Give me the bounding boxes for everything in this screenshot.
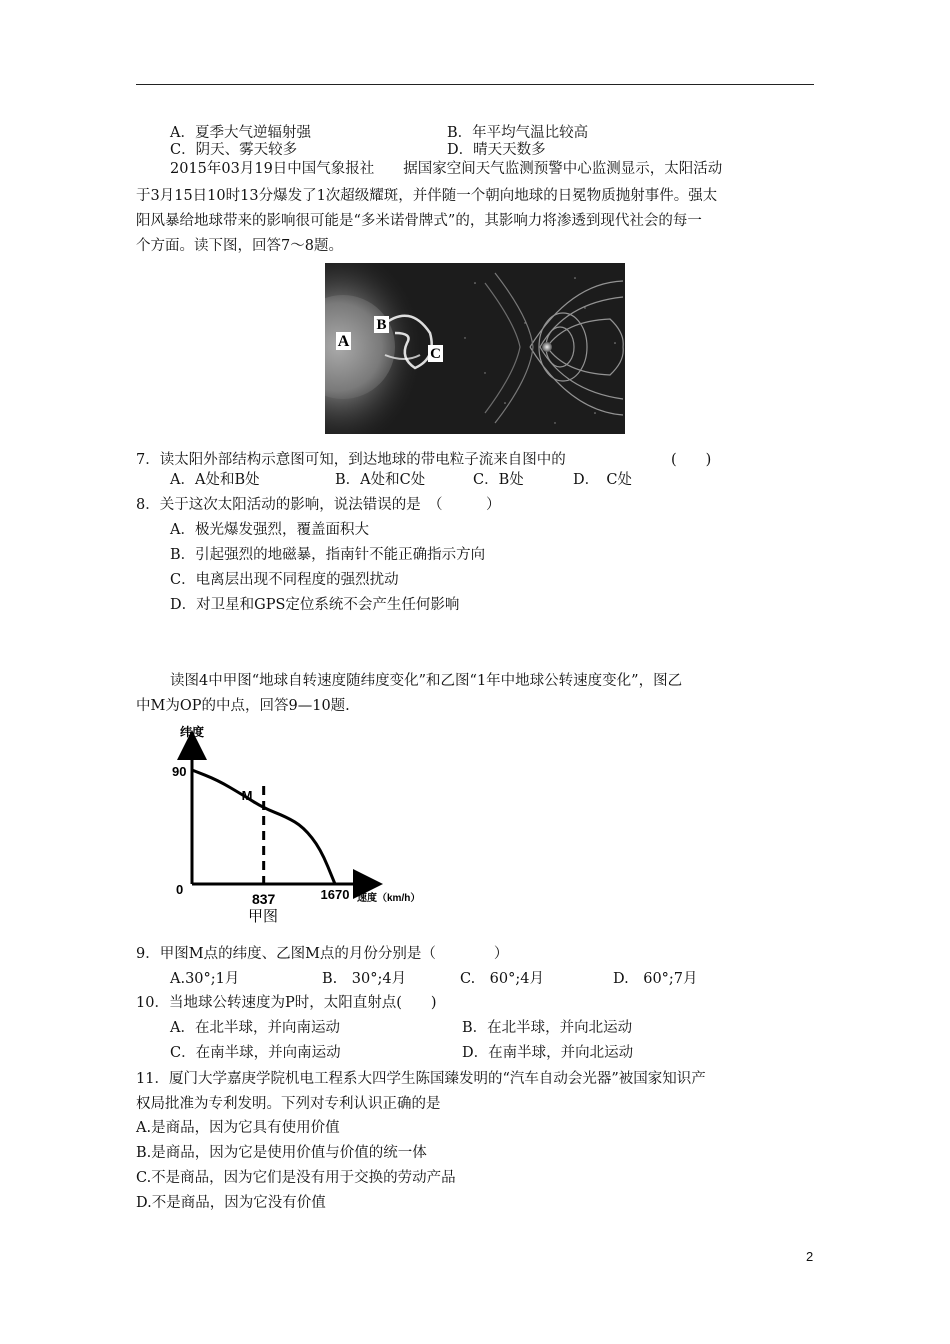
figure-label-c: C [430, 346, 441, 362]
x-tick-1670: 1670 [320, 887, 350, 902]
y-axis-label: 纬度 [180, 725, 205, 739]
figure-label-a: A [337, 333, 350, 350]
q11-stem-line1: 11．厦门大学嘉庚学院机电工程系大四学生陈国臻发明的“汽车自动会光器”被国家知识产 [136, 1071, 706, 1087]
q6-option-b: B．年平均气温比较高 [447, 125, 589, 141]
q9-option-c: C. 60°;4月 [460, 971, 544, 987]
passage1-line3: 阳风暴给地球带来的影响很可能是“多米诺骨牌式”的，其影响力将渗透到现代社会的每一 [136, 213, 702, 229]
q8-option-c: C．电离层出现不同程度的强烈扰动 [170, 572, 399, 588]
point-m-label: M [241, 788, 253, 803]
q10-stem: 10．当地球公转速度为P时，太阳直射点( ) [136, 995, 437, 1011]
q6-option-c: C．阴天、雾天较多 [170, 142, 298, 158]
q9-option-a: A.30°;1月 [170, 971, 240, 987]
passage2-line2: 中M为OP的中点，回答9—10题. [136, 698, 350, 714]
q8-option-a: A．极光爆发强烈，覆盖面积大 [170, 522, 369, 538]
header-rule [136, 84, 814, 85]
q10-option-d: D．在南半球，并向北运动 [462, 1045, 634, 1061]
q11-option-b: B.是商品，因为它是使用价值与价值的统一体 [136, 1145, 427, 1161]
q11-option-d: D.不是商品，因为它没有价值 [136, 1195, 326, 1211]
q8-stem: 8．关于这次太阳活动的影响，说法错误的是 （ ） [136, 497, 501, 513]
passage1-line4: 个方面。读下图，回答7～8题。 [136, 238, 343, 254]
y-tick-90: 90 [172, 764, 187, 779]
chart-caption: 甲图 [248, 907, 279, 925]
rotation-speed-latitude-chart [172, 724, 442, 929]
q10-option-a: A．在北半球，并向南运动 [170, 1020, 340, 1036]
page-number: 2 [806, 1249, 814, 1264]
q7-option-d: D． C处 [573, 472, 632, 488]
q8-option-b: B．引起强烈的地磁暴，指南针不能正确指示方向 [170, 547, 486, 563]
q6-option-d: D．晴天天数多 [447, 142, 546, 158]
x-axis-label: 速度（km/h） [357, 893, 421, 904]
q9-option-d: D. 60°;7月 [613, 971, 698, 987]
q6-option-a: A．夏季大气逆辐射强 [170, 125, 311, 141]
q10-option-b: B．在北半球，并向北运动 [462, 1020, 633, 1036]
origin-label: 0 [176, 882, 184, 897]
q9-option-b: B. 30°;4月 [322, 971, 407, 987]
x-tick-837: 837 [251, 891, 276, 907]
passage1-line1: 2015年03月19日中国气象报社 据国家空间天气监测预警中心监测显示，太阳活动 [170, 161, 723, 177]
figure-label-b: B [376, 317, 387, 333]
q7-option-a: A．A处和B处 [170, 472, 260, 488]
q11-stem-line2: 权局批准为专利发明。下列对专利认识正确的是 [136, 1096, 441, 1112]
q7-answer-blank: ( ) [671, 452, 712, 468]
passage1-line2: 于3月15日10时13分爆发了1次超级耀斑，并伴随一个朝向地球的日冕物质抛射事件。强太 [136, 188, 718, 204]
q7-option-c: C．B处 [473, 472, 524, 488]
q10-option-c: C．在南半球，并向南运动 [170, 1045, 341, 1061]
q9-stem: 9．甲图M点的纬度、乙图M点的月份分别是（ ） [136, 946, 509, 962]
passage2-line1: 读图4中甲图“地球自转速度随纬度变化”和乙图“1年中地球公转速度变化”，图乙 [170, 673, 683, 689]
q11-option-a: A.是商品，因为它具有使用价值 [136, 1120, 340, 1136]
q8-option-d: D．对卫星和GPS定位系统不会产生任何影响 [170, 597, 460, 613]
q7-option-b: B．A处和C处 [335, 472, 426, 488]
q7-stem: 7．读太阳外部结构示意图可知，到达地球的带电粒子流来自图中的 [136, 452, 566, 468]
q11-option-c: C.不是商品，因为它们是没有用于交换的劳动产品 [136, 1170, 456, 1186]
sun-magnetosphere-figure [325, 263, 625, 434]
